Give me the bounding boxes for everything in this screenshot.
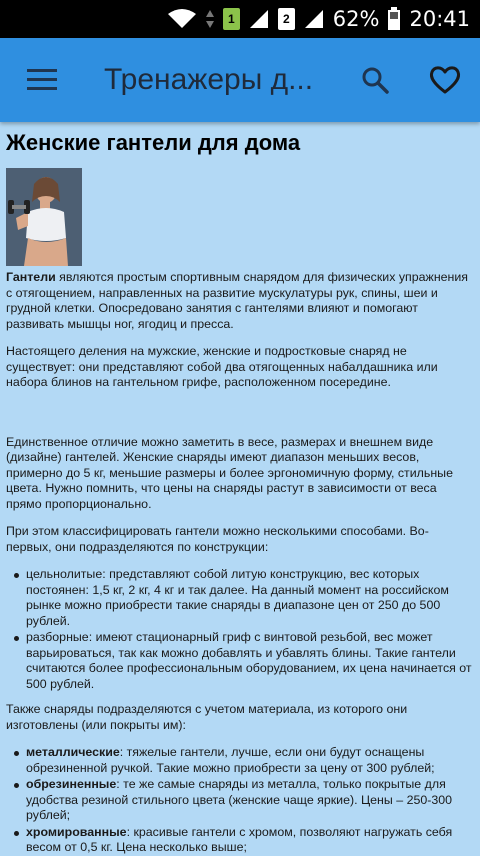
sim2-icon: 2 — [278, 8, 295, 30]
clock: 20:41 — [409, 7, 470, 31]
menu-button[interactable] — [0, 38, 84, 122]
search-button[interactable] — [340, 38, 410, 122]
list-item: цельнолитые: представляют собой литую конструкцию, вес которых постоянен: 1,5 кг, 2 кг, 4 кг и так далее. На данный момент на российском рынке можно приобрести такие снаряды в диапазоне цен от 250 до 500 рублей. — [26, 567, 474, 629]
list-item: разборные: имеют стационарный гриф с винтовой резьбой, вес может варьироваться, так как можно добавлять и убавлять блины. Такие гантели считаются более профессиональным оборудованием, их цена начинается от 500 рублей. — [26, 630, 474, 692]
bold-term: обрезиненные — [26, 777, 117, 791]
bold-term: Гантели — [6, 270, 56, 284]
list-item — [26, 745, 474, 776]
paragraph: Настоящего деления на мужские, женские и подростковые снаряд не существует: они представляют собой два отягощенных набалдашника или набора блинов на гантельном грифе, расположенном посередине. — [6, 344, 438, 389]
signal-icon — [248, 8, 270, 30]
sim1-icon: 1 — [223, 8, 240, 30]
paragraph: Единственное отличие можно заметить в весе, размерах и внешнем виде (дизайне) гантелей. Женские снаряды имеют диапазон меньших весов, примерно до 5 кг, меньшие размеры и более эргономичную форму, стильные цвета. Нужно помнить, что цены на снаряды растут в зависимости от веса прямо пропорционально. — [6, 434, 453, 511]
paragraph — [6, 270, 474, 332]
favorite-button[interactable] — [410, 38, 480, 122]
menu-icon — [27, 69, 57, 91]
article-content[interactable] — [0, 122, 480, 854]
battery-percent: 62% — [332, 7, 380, 31]
article-image — [6, 168, 82, 266]
bold-term: хромированные — [26, 824, 127, 839]
paragraph-text: являются простым спортивным снарядом для физических упражнения с отягощением, направленных на развитие мускулатуры рук, спины, шеи и грудной клетки. Опосредовано занятия с гантелями влияют и помогают развивать мышцы ног, ягодиц и пресса. — [6, 270, 469, 331]
signal-icon — [303, 8, 325, 30]
list-item — [26, 777, 474, 824]
list-item-text: : тяжелые гантели, лучше, если они будут оснащены обрезиненной ручкой. Такие можно приобрести за цену от 300 рублей; — [26, 745, 435, 775]
app-bar — [0, 38, 480, 122]
paragraph: При этом классифицировать гантели можно несколькими способами. Во-первых, они подразделяются по конструкции: — [6, 524, 429, 554]
list-item — [26, 825, 474, 856]
construction-list — [6, 567, 474, 692]
data-arrows-icon — [205, 8, 215, 30]
paragraph: Также снаряды подразделяются с учетом материала, из которого они изготовлены (или покрыты им): — [6, 702, 408, 732]
app-title: Тренажеры д... — [104, 63, 314, 96]
status-bar — [0, 0, 480, 38]
wifi-icon — [167, 8, 197, 30]
battery-icon — [387, 7, 401, 31]
heart-icon — [429, 66, 461, 94]
list-item-text: : красивые гантели с хромом, позволяют нагружать себя весом от 0,5 кг. Цена несколько выше; — [26, 824, 453, 854]
search-icon — [361, 66, 389, 94]
material-list — [6, 745, 474, 856]
article-title: Женские гантели для дома — [6, 130, 301, 155]
list-item-text: : те же самые снаряды из металла, только покрытые для удобства резиной стильного цвета (женские чаще яркие). Цены – 250-300 рублей; — [26, 777, 453, 822]
bold-term: металлические — [26, 745, 120, 759]
